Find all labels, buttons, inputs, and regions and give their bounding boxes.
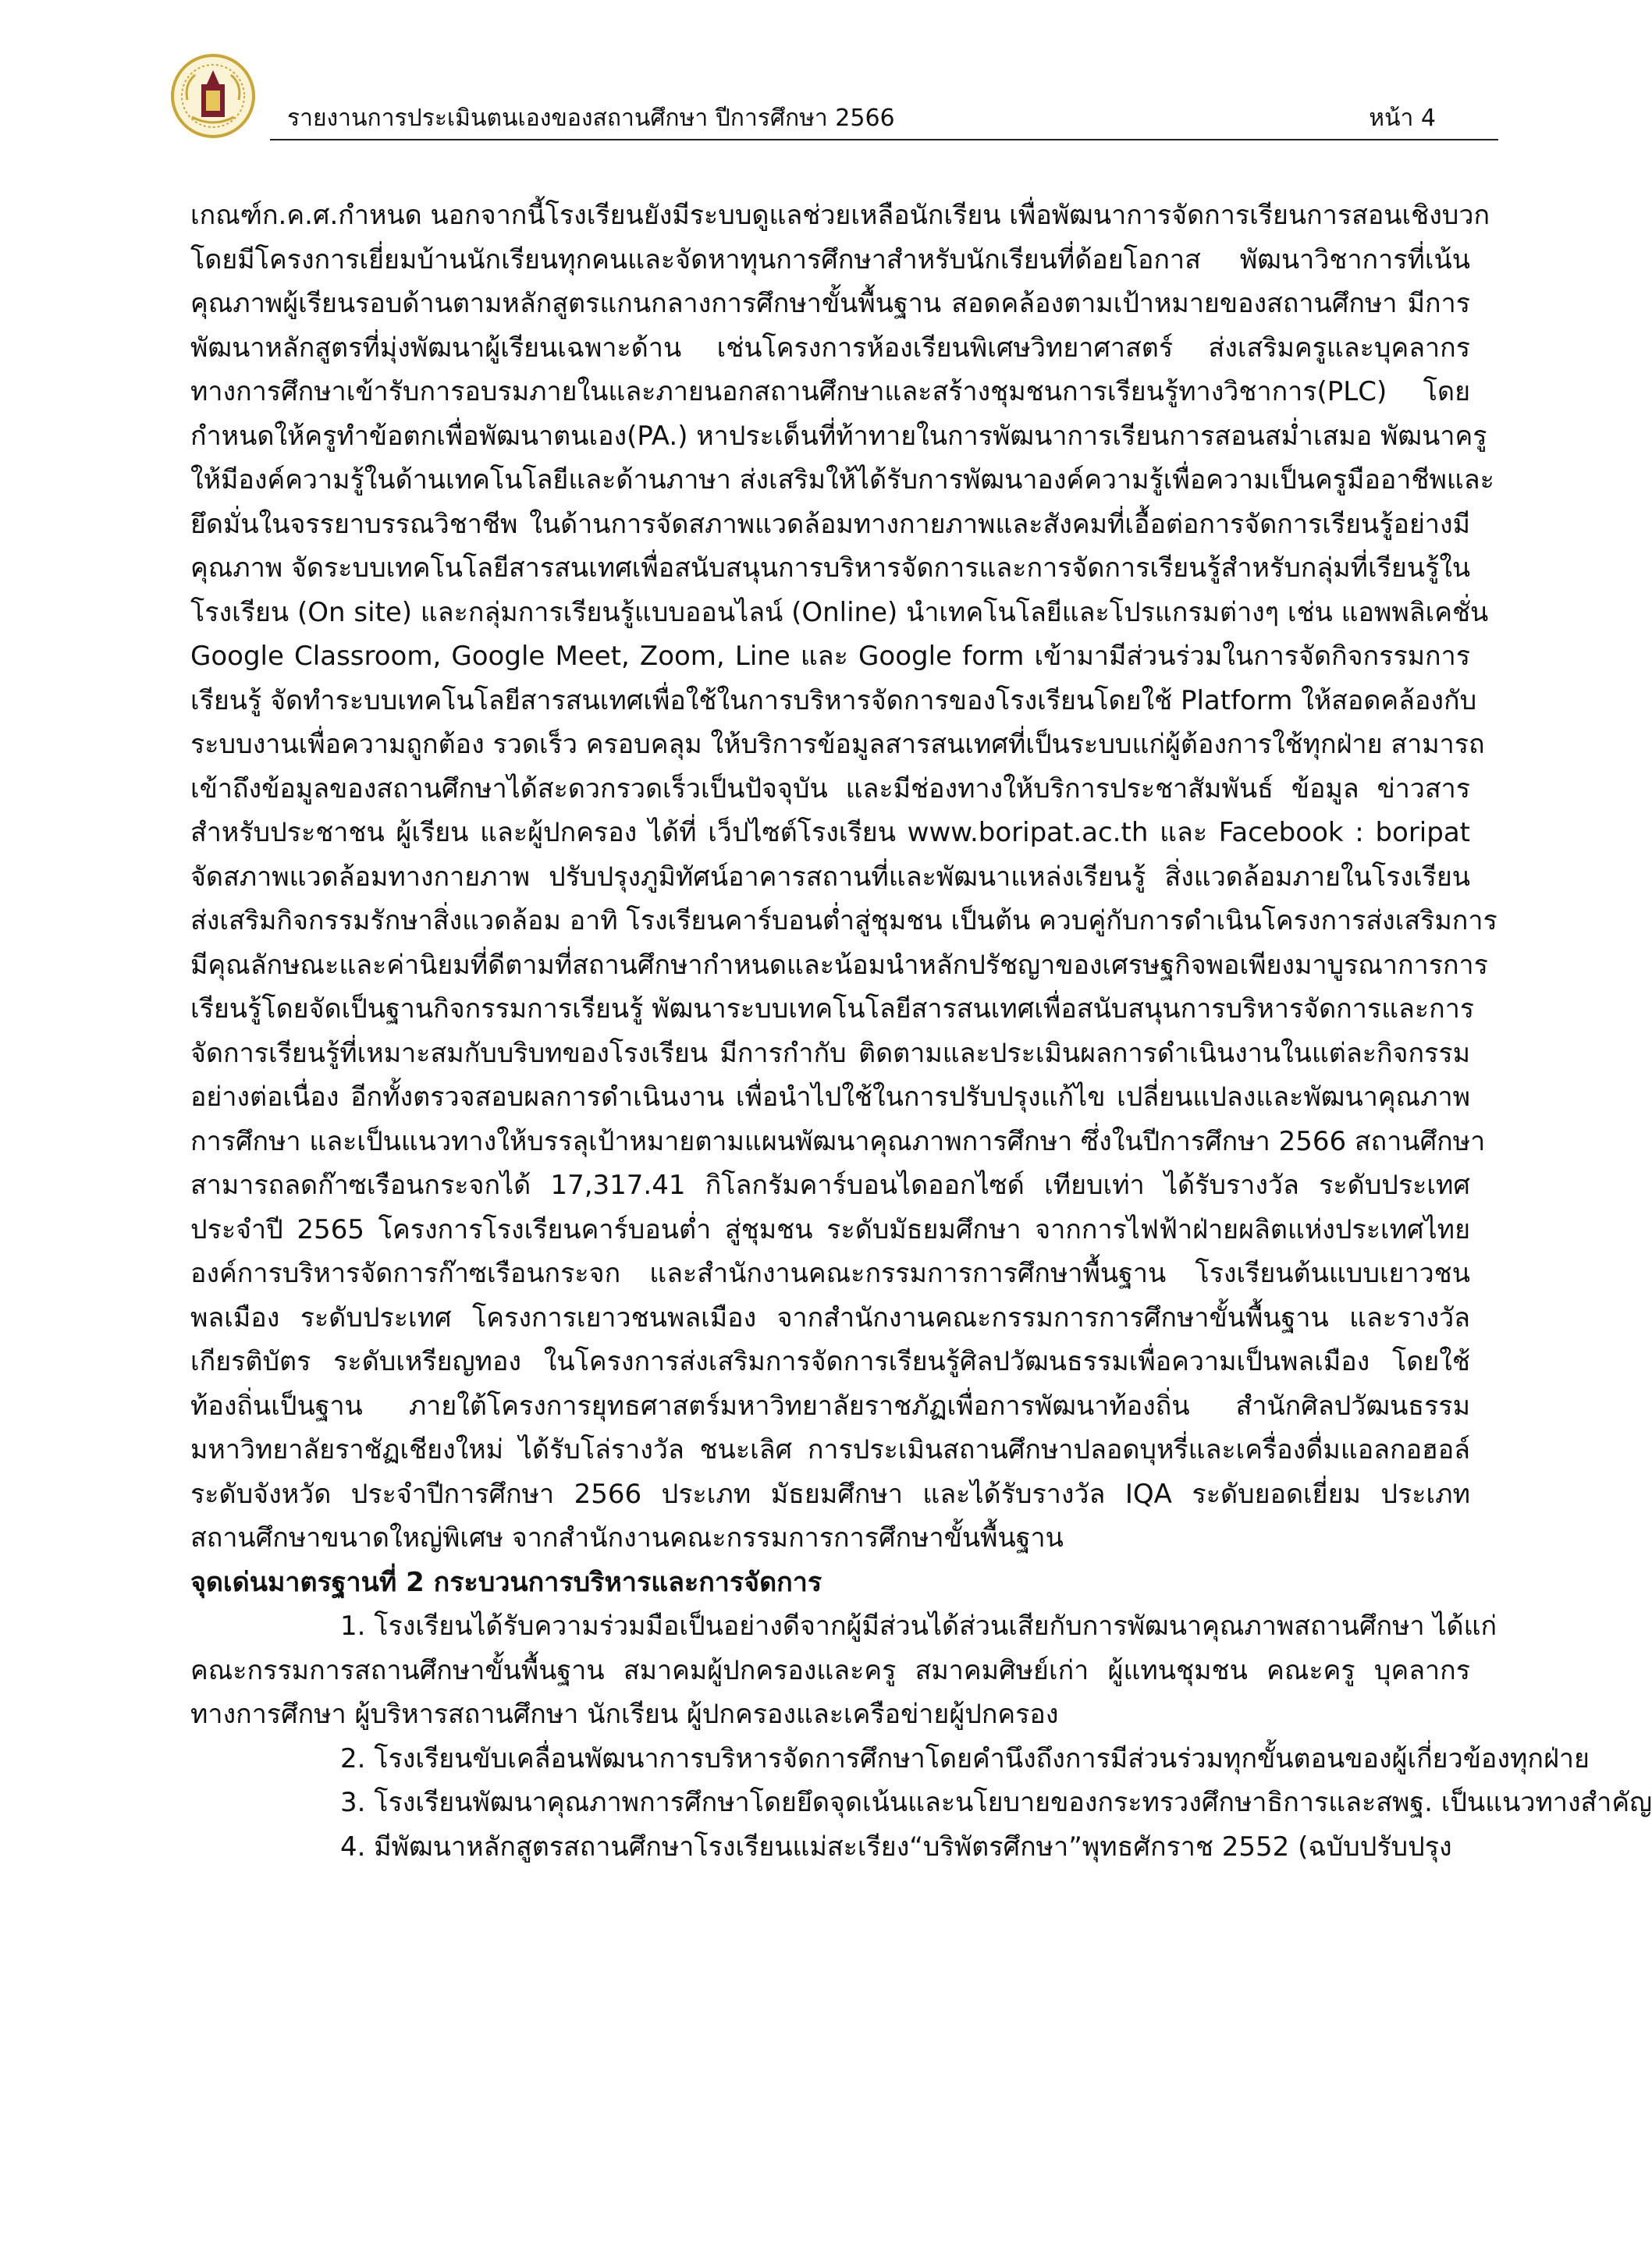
paragraph-line: มีคุณลักษณะและค่านิยมที่ดีตามที่สถานศึกษากำหนดและน้อมนำหลักปรัชญาของเศรษฐกิจพอเพียงมาบูรณาการการ bbox=[190, 949, 1488, 981]
paragraph-line: ท้องถิ่นเป็นฐาน ภายใต้โครงการยุทธศาสตร์มหาวิทยาลัยราชภัฏเพื่อการพัฒนาท้องถิ่น สำนักศิลปวัฒนธรรม bbox=[190, 1390, 1470, 1422]
paragraph-line: ให้มีองค์ความรู้ในด้านเทคโนโลยีและด้านภาษา ส่งเสริมให้ได้รับการพัฒนาองค์ความรู้เพื่อความเป็นครูมืออาชีพและ bbox=[190, 464, 1494, 495]
page-header bbox=[170, 47, 1498, 145]
paragraph-line: พัฒนาหลักสูตรที่มุ่งพัฒนาผู้เรียนเฉพาะด้าน เช่นโครงการห้องเรียนพิเศษวิทยาศาสตร์ ส่งเสริมครูและบุคลากร bbox=[190, 332, 1470, 364]
page-number: หน้า 4 bbox=[1369, 105, 1436, 132]
paragraph-line: มหาวิทยาลัยราชัฏเชียงใหม่ ได้รับโล่รางวัล ชนะเลิศ การประเมินสถานศึกษาปลอดบุหรี่และเครื่องดื่มแอลกอฮอล์ bbox=[190, 1434, 1470, 1465]
list-item-4: 4. มีพัฒนาหลักสูตรสถานศึกษาโรงเรียนแม่สะเรียง“บริพัตรศึกษา”พุทธศักราช 2552 (ฉบับปรับปรุง bbox=[340, 1831, 1452, 1863]
paragraph-line: จัดการเรียนรู้ที่เหมาะสมกับบริบทของโรงเรียน มีการกำกับ ติดตามและประเมินผลการดำเนินงานในแต่ละกิจกรรม bbox=[190, 1037, 1470, 1069]
paragraph-line: โรงเรียน (On site) และกลุ่มการเรียนรู้แบบออนไลน์ (Online) นำเทคโนโลยีและโปรแกรมต่างๆ เช่น แอพพลิเคชั่น bbox=[190, 596, 1489, 628]
paragraph-line: สามารถลดก๊าซเรือนกระจกได้ 17,317.41 กิโลกรัมคาร์บอนไดออกไซด์ เทียบเท่า ได้รับรางวัล ระดับประเทศ bbox=[190, 1170, 1470, 1201]
document-body bbox=[190, 194, 1652, 1869]
paragraph-line: จัดสภาพแวดล้อมทางกายภาพ ปรับปรุงภูมิทัศน์อาคารสถานที่และพัฒนาแหล่งเรียนรู้ สิ่งแวดล้อมภายในโรงเรียน bbox=[190, 861, 1470, 893]
paragraph-line: สำหรับประชาชน ผู้เรียน และผู้ปกครอง ได้ที่ เว็ปไซต์โรงเรียน www.boripat.ac.th และ Facebook : boripat bbox=[190, 817, 1470, 848]
list-item-2: 2. โรงเรียนขับเคลื่อนพัฒนาการบริหารจัดการศึกษาโดยคำนึงถึงการมีส่วนร่วมทุกขั้นตอนของผู้เกี่ยวข้องทุกฝ่าย bbox=[340, 1742, 1590, 1774]
report-title: รายงานการประเมินตนเองของสถานศึกษา ปีการศึกษา 2566 bbox=[287, 105, 895, 132]
paragraph-line: ประจำปี 2565 โครงการโรงเรียนคาร์บอนต่ำ สู่ชุมชน ระดับมัธยมศึกษา จากการไฟฟ้าฝ่ายผลิตแห่งประเทศไทย bbox=[190, 1213, 1470, 1245]
paragraph-line: เกียรติบัตร ระดับเหรียญทอง ในโครงการส่งเสริมการจัดการเรียนรู้ศิลปวัฒนธรรมเพื่อความเป็นพลเมือง โดยใช้ bbox=[190, 1346, 1470, 1377]
header-divider bbox=[270, 139, 1498, 140]
school-seal-icon bbox=[170, 53, 256, 139]
paragraph-line: พลเมือง ระดับประเทศ โครงการเยาวชนพลเมือง จากสำนักงานคณะกรรมการการศึกษาขั้นพื้นฐาน และรางวัล bbox=[190, 1302, 1470, 1334]
paragraph-line: โดยมีโครงการเยี่ยมบ้านนักเรียนทุกคนและจัดหาทุนการศึกษาสำหรับนักเรียนที่ด้อยโอกาส พัฒนาวิชาการที่เน้น bbox=[190, 243, 1470, 275]
paragraph-line: เรียนรู้ จัดทำระบบเทคโนโลยีสารสนเทศเพื่อใช้ในการบริหารจัดการของโรงเรียนโดยใช้ Platform ให้สอดคล้องกับ bbox=[190, 684, 1477, 716]
paragraph-line: กำหนดให้ครูทำข้อตกเพื่อพัฒนาตนเอง(PA.) หาประเด็นที่ท้าทายในการพัฒนาการเรียนการสอนสม่ำเสมอ พัฒนาครู bbox=[190, 420, 1487, 452]
list-item-3: 3. โรงเรียนพัฒนาคุณภาพการศึกษาโดยยึดจุดเน้นและนโยบายของกระทรวงศึกษาธิการและสพฐ. เป็นแนวทางสำคัญ bbox=[340, 1787, 1652, 1818]
paragraph-line: ยึดมั่นในจรรยาบรรณวิชาชีพ ในด้านการจัดสภาพแวดล้อมทางกายภาพและสังคมที่เอื้อต่อการจัดการเรียนรู้อย่างมี bbox=[190, 508, 1470, 540]
paragraph-line: ระดับจังหวัด ประจำปีการศึกษา 2566 ประเภท มัธยมศึกษา และได้รับรางวัล IQA ระดับยอดเยี่ยม ประเภท bbox=[190, 1478, 1470, 1510]
list-item-1-line: ทางการศึกษา ผู้บริหารสถานศึกษา นักเรียน ผู้ปกครองและเครือข่ายผู้ปกครอง bbox=[190, 1699, 1059, 1730]
paragraph-line: ระบบงานเพื่อความถูกต้อง รวดเร็ว ครอบคลุม ให้บริการข้อมูลสารสนเทศที่เป็นระบบแก่ผู้ต้องการใช้ทุกฝ่าย สามารถ bbox=[190, 729, 1485, 760]
paragraph-line: การศึกษา และเป็นแนวทางให้บรรลุเป้าหมายตามแผนพัฒนาคุณภาพการศึกษา ซึ่งในปีการศึกษา 2566 สถานศึกษา bbox=[190, 1125, 1486, 1157]
paragraph-line: ส่งเสริมกิจกรรมรักษาสิ่งแวดล้อม อาทิ โรงเรียนคาร์บอนต่ำสู่ชุมชน เป็นต้น ควบคู่กับการดำเนินโครงการส่งเสริมการ bbox=[190, 905, 1497, 936]
paragraph-line: เรียนรู้โดยจัดเป็นฐานกิจกรรมการเรียนรู้ พัฒนาระบบเทคโนโลยีสารสนเทศเพื่อสนับสนุนการบริหารจัดการและการ bbox=[190, 993, 1475, 1025]
paragraph-line: คุณภาพผู้เรียนรอบด้านตามหลักสูตรแกนกลางการศึกษาขั้นพื้นฐาน สอดคล้องตามเป้าหมายของสถานศึกษา มีการ bbox=[190, 288, 1470, 319]
section-heading: จุดเด่นมาตรฐานที่ 2 กระบวนการบริหารและการจัดการ bbox=[190, 1566, 822, 1598]
paragraph-line: องค์การบริหารจัดการก๊าซเรือนกระจก และสำนักงานคณะกรรมการการศึกษาพื้นฐาน โรงเรียนต้นแบบเยาวชน bbox=[190, 1258, 1470, 1289]
list-item-1-line: 1. โรงเรียนได้รับความร่วมมือเป็นอย่างดีจากผู้มีส่วนได้ส่วนเสียกับการพัฒนาคุณภาพสถานศึกษา ได้แก่ bbox=[340, 1611, 1497, 1642]
list-item-1-line: คณะกรรมการสถานศึกษาขั้นพื้นฐาน สมาคมผู้ปกครองและครู สมาคมศิษย์เก่า ผู้แทนชุมชน คณะครู บุคลากร bbox=[190, 1654, 1470, 1686]
paragraph-line: เกณฑ์ก.ค.ศ.กำหนด นอกจากนี้โรงเรียนยังมีระบบดูแลช่วยเหลือนักเรียน เพื่อพัฒนาการจัดการเรียนการสอนเชิงบวก bbox=[190, 200, 1490, 231]
paragraph-line: คุณภาพ จัดระบบเทคโนโลยีสารสนเทศเพื่อสนับสนุนการบริหารจัดการและการจัดการเรียนรู้สำหรับกลุ่มที่เรียนรู้ใน bbox=[190, 552, 1471, 584]
paragraph-line: อย่างต่อเนื่อง อีกทั้งตรวจสอบผลการดำเนินงาน เพื่อนำไปใช้ในการปรับปรุงแก้ไข เปลี่ยนแปลงและพัฒนาคุณภาพ bbox=[190, 1082, 1470, 1113]
paragraph-line: ทางการศึกษาเข้ารับการอบรมภายในและภายนอกสถานศึกษาและสร้างชุมชนการเรียนรู้ทางวิชาการ(PLC) โดย bbox=[190, 376, 1470, 407]
paragraph-line: สถานศึกษาขนาดใหญ่พิเศษ จากสำนักงานคณะกรรมการการศึกษาขั้นพื้นฐาน bbox=[190, 1522, 1064, 1554]
paragraph-line: Google Classroom, Google Meet, Zoom, Line และ Google form เข้ามามีส่วนร่วมในการจัดกิจกรรมการ bbox=[190, 641, 1470, 672]
paragraph-line: เข้าถึงข้อมูลของสถานศึกษาได้สะดวกรวดเร็วเป็นปัจจุบัน และมีช่องทางให้บริการประชาสัมพันธ์ ข้อมูล ข่าวสาร bbox=[190, 773, 1470, 805]
